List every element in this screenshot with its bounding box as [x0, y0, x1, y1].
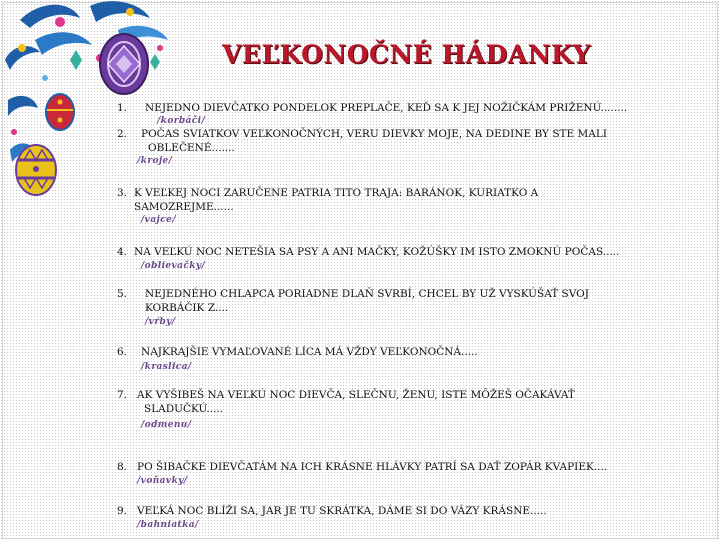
yellow-easter-egg [16, 145, 56, 195]
riddle-text-continued: SAMOZREJME...... [134, 201, 234, 213]
riddle-answer: /odmenu/ [141, 420, 192, 430]
riddle-text-continued: KORBÁČIK Z.... [145, 302, 229, 314]
riddle-text: PO ŠIBAČKE DIEVČATÁM NA ICH KRÁSNE HLÁVKY PATRÍ SA DAŤ ZOPÁR KVAPIEK.... [137, 461, 608, 473]
riddle-text: K VEĽKEJ NOCI ZARUČENE PATRIA TITO TRAJA: BARÁNOK, KURIATKO A [134, 187, 539, 199]
riddle-text-continued: SLADUČKÚ..... [144, 403, 224, 415]
riddle-number: 8. [117, 461, 128, 473]
riddle-number: 4. [117, 246, 128, 258]
riddle-answer: /oblievačky/ [141, 261, 206, 271]
purple-easter-egg [100, 34, 148, 94]
riddle-answer: /korbáči/ [157, 116, 206, 126]
riddle-text-continued: OBLEČENÉ....... [148, 142, 235, 154]
riddle-answer: /kroje/ [137, 156, 173, 166]
riddle-text: AK VYŠIBEŠ NA VEĽKÚ NOC DIEVČA, SLEČNU, ŽENU, ISTE MÔŽEŠ OČAKÁVAŤ [137, 389, 575, 401]
riddle-number: 9. [117, 505, 128, 517]
riddle-answer: /bahniatka/ [137, 520, 199, 530]
riddle-number: 7. [117, 389, 128, 401]
page-title: VEĽKONOČNÉ HÁDANKY [222, 40, 591, 69]
riddle-text: NA VEĽKÚ NOC NETEŠIA SA PSY A ANI MAČKY, KOŽÚŠKY IM ISTO ZMOKNÚ POČAS..... [134, 246, 620, 258]
red-easter-egg [46, 94, 74, 130]
riddle-text: NAJKRAJŠIE VYMAĽOVANÉ LÍCA MÁ VŽDY VEĽKONOČNÁ..... [141, 346, 478, 358]
riddle-answer: /vajce/ [141, 215, 176, 225]
riddle-number: 2. [117, 128, 128, 140]
riddle-number: 5. [117, 288, 128, 300]
riddle-answer: /vŕby/ [145, 317, 176, 327]
riddle-text: NEJEDNO DIEVČATKO PONDELOK PREPLAČE, KEĎ SA K JEJ NOŽIČKÁM PRIŽENÚ........ [145, 102, 628, 114]
riddle-text: VEĽKÁ NOC BLÍŽI SA, JAR JE TU SKRÁTKA, DÁME SI DO VÁZY KRÁSNE..... [137, 505, 547, 517]
riddle-number: 1. [117, 102, 128, 114]
riddle-answer: /voňavky/ [137, 476, 188, 486]
riddle-text: NEJEDNÉHO CHLAPCA PORIADNE DLAŇ SVRBÍ, CHCEL BY UŽ VYSKÚŠAŤ SVOJ [145, 288, 589, 300]
riddle-text: POČAS SVIATKOV VEĽKONOČNÝCH, VERU DIEVKY MOJE, NA DEDINE BY STE MALI [141, 128, 607, 140]
riddle-number: 3. [117, 187, 128, 199]
riddle-answer: /kraslica/ [141, 362, 192, 372]
riddle-number: 6. [117, 346, 128, 358]
